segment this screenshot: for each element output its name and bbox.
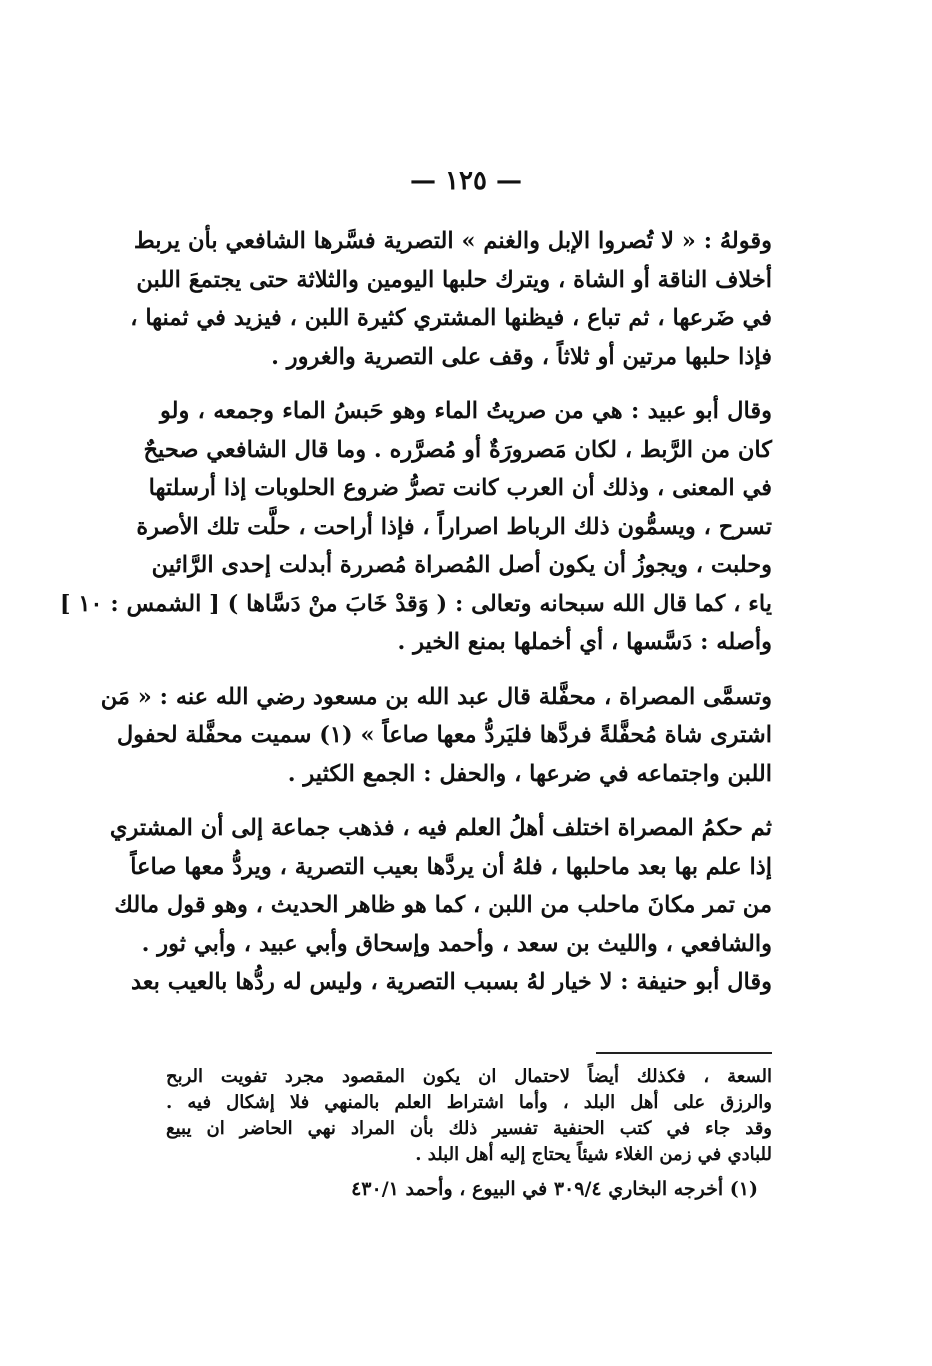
text-line: وحلبت ، ويجوزُ أن يكون أصل المُصراة مُصررة أبدلت إحدى الرَّائين xyxy=(151,552,772,578)
text-line: كان من الرَّبط ، لكان مَصرورَةٌ أو مُصرَّره . وما قال الشافعي صحيحٌ xyxy=(143,436,772,463)
page-number: — ١٢٥ — xyxy=(409,166,523,196)
footnote-line: والرزق على أهل البلد ، وأما اشتراط العلم بالمنهي فلا إشكال فيه . xyxy=(166,1092,772,1113)
text-line: ثم حكمُ المصراة اختلف أهلُ العلم فيه ، فذهب جماعة إلى أن المشتري xyxy=(109,815,772,841)
paragraph-1 xyxy=(130,222,772,376)
text-line: والشافعي ، والليث بن سعد ، وأحمد وإسحاق وأبي عبيد ، وأبي ثور . xyxy=(141,930,772,957)
paragraph-3 xyxy=(100,678,772,794)
footnote-line: وقد جاء في كتب الحنفية تفسير ذلك بأن المراد نهي الحاضر ان يبيع xyxy=(166,1118,772,1139)
text-line: فإذا حلبها مرتين أو ثلاثاً ، وقف على التصرية والغرور . xyxy=(271,343,772,370)
paragraph-2 xyxy=(59,392,772,662)
footnote-line: السعة ، فكذلك أيضاً لاحتمال ان يكون المقصود مجرد تفويت الربح xyxy=(166,1066,772,1087)
text-line: اشترى شاة مُحفَّلةً فردَّها فليَردُّ معها صاعاً » (١) سميت محفَّلة لحفول xyxy=(116,722,772,748)
footnote-divider xyxy=(596,1052,772,1054)
footnote-line: للبادي في زمن الغلاء شيئاً يحتاج إليه أهل البلد . xyxy=(415,1144,772,1165)
text-line: اللبن واجتماعه في ضرعها ، والحفل : الجمع الكثير . xyxy=(287,760,772,787)
text-line: وتسمَّى المصراة ، محفَّلة قال عبد الله بن مسعود رضي الله عنه : « مَن xyxy=(100,683,772,710)
text-line: من تمر مكانَ ماحلب من اللبن ، كما هو ظاهر الحديث ، وهو قول مالك xyxy=(114,892,772,918)
text-line: إذا علم بها بعد ماحلبها ، فلهُ أن يردَّها بعيب التصرية ، ويردُّ معها صاعاً xyxy=(130,853,772,880)
text-line: في المعنى ، وذلك أن العرب كانت تصرُّ ضروع الحلوبات إذا أرسلتها xyxy=(148,475,772,501)
text-line: وقولهُ : « لا تُصروا الإبل والغنم » التصرية فسَّرها الشافعي بأن يربط xyxy=(133,228,772,254)
footnotes xyxy=(166,1064,772,1202)
text-line: وقال أبو عبيد : هي من صريتُ الماء وهو حَبسُ الماء وجمعه ، ولو xyxy=(160,398,772,424)
text-line: ياء ، كما قال الله سبحانه وتعالى : ( وَقدْ خَابَ منْ دَسَّاها ) [ الشمس : ١٠ ] xyxy=(59,590,772,617)
text-line: أخلاف الناقة أو الشاة ، ويترك حلبها اليومين والثلاثة حتى يجتمعَ اللبن xyxy=(136,266,772,293)
text-line: وأصله : دَسَّسها ، أي أخملها بمنع الخير . xyxy=(397,629,772,655)
text-line: وقال أبو حنيفة : لا خيار لهُ بسبب التصرية ، وليس له ردُّها بالعيب بعد xyxy=(130,969,772,995)
main-text xyxy=(59,222,772,1002)
footnote-reference: (١) أخرجه البخاري ٣٠٩/٤ في البيوع ، وأحمد ٤٣٠/١ xyxy=(351,1178,758,1200)
text-line: تسرح ، ويسمُّون ذلك الرباط اصراراً ، فإذا أراحت ، حلَّت تلك الأصرة xyxy=(136,513,772,540)
text-line: في ضَرعها ، ثم تباع ، فيظنها المشتري كثيرة اللبن ، فيزيد في ثمنها ، xyxy=(130,305,772,331)
paragraph-4 xyxy=(109,809,772,1002)
